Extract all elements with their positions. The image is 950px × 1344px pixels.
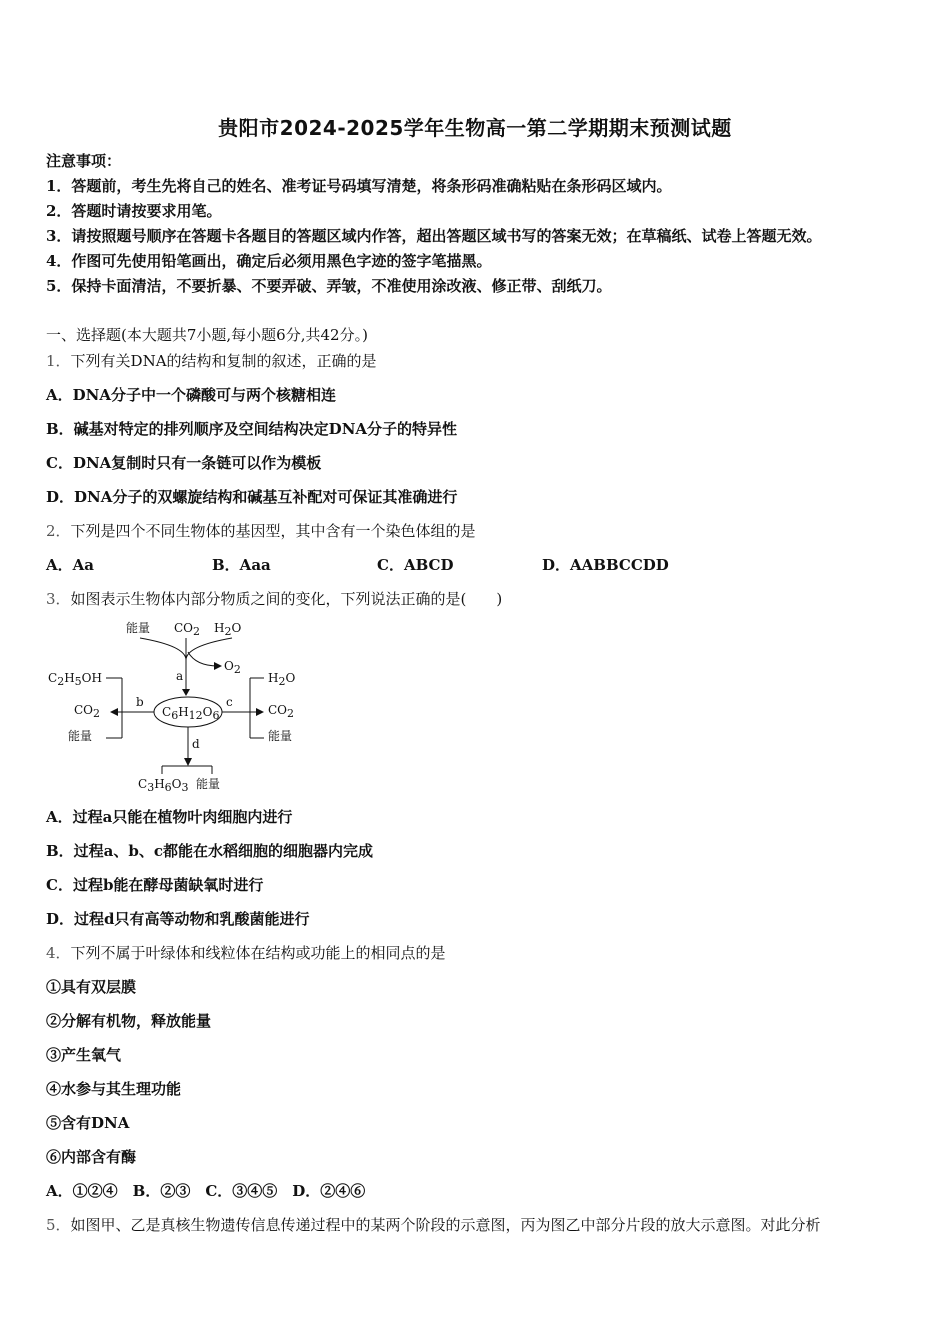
arrow-o2 xyxy=(188,652,218,666)
notice-item: 4．作图可先使用铅笔画出，确定后必须用黑色字迹的签字笔描黑。 xyxy=(46,252,492,270)
arrow-h2o xyxy=(186,638,232,660)
label-a: a xyxy=(176,669,184,683)
label-c3h6o3: C3H6O3 xyxy=(138,777,189,794)
notice-item: 1．答题前，考生先将自己的姓名、准考证号码填写清楚，将条形码准确粘贴在条形码区域内。 xyxy=(46,177,672,195)
label-top-energy: 能量 xyxy=(126,621,151,635)
arrow-c-head xyxy=(256,708,264,716)
option-d: D．过程d只有高等动物和乳酸菌能进行 xyxy=(46,910,310,928)
label-c2h5oh: C2H5OH xyxy=(48,671,102,688)
notice-heading: 注意事项： xyxy=(46,152,122,170)
label-o2: O2 xyxy=(224,659,241,676)
statement-item: ②分解有机物，释放能量 xyxy=(46,1012,212,1030)
metabolism-diagram xyxy=(46,616,306,796)
statement-item: ⑤含有DNA xyxy=(46,1114,130,1132)
question-number: 1． xyxy=(46,352,71,370)
label-b: b xyxy=(136,695,144,709)
question-4 xyxy=(46,943,446,963)
option-c: C．DNA复制时只有一条链可以作为模板 xyxy=(46,454,322,472)
label-c: c xyxy=(226,695,233,709)
label-d: d xyxy=(192,737,200,751)
question-stem: 如图表示生物体内部分物质之间的变化，下列说法正确的是( ) xyxy=(70,590,503,608)
question-stem: 下列有关DNA的结构和复制的叙述，正确的是 xyxy=(70,352,377,370)
question-number: 2． xyxy=(46,522,71,540)
arrow-a-head xyxy=(182,689,190,696)
notice-item: 2．答题时请按要求用笔。 xyxy=(46,202,222,220)
label-glucose: C6H12O6 xyxy=(162,705,220,722)
question-1 xyxy=(46,351,377,371)
option-b: B．Aaa xyxy=(212,556,271,574)
option-d: D．AABBCCDD xyxy=(542,556,669,574)
question-3 xyxy=(46,589,502,609)
question-number: 3． xyxy=(46,590,71,608)
arrow-d-head xyxy=(184,758,192,766)
page-title: 贵阳市2024-2025学年生物高一第二学期期末预测试题 xyxy=(218,116,732,140)
label-right-energy: 能量 xyxy=(268,729,293,743)
label-right-co2: CO2 xyxy=(268,703,295,720)
option-d: D．DNA分子的双螺旋结构和碱基互补配对可保证其准确进行 xyxy=(46,488,458,506)
notice-item: 3．请按照题号顺序在答题卡各题目的答题区域内作答，超出答题区域书写的答案无效；在草稿纸、试卷上答题无效。 xyxy=(46,227,822,245)
options-row: A．①②④ B．②③ C．③④⑤ D．②④⑥ xyxy=(46,1182,366,1200)
statement-item: ⑥内部含有酶 xyxy=(46,1148,137,1166)
label-top-h2o: H2O xyxy=(214,621,242,638)
section-heading: 一、选择题(本大题共7小题,每小题6分,共42分。) xyxy=(46,326,368,344)
statement-item: ③产生氧气 xyxy=(46,1046,122,1064)
option-a: A．Aa xyxy=(46,556,94,574)
question-stem: 下列不属于叶绿体和线粒体在结构或功能上的相同点的是 xyxy=(70,944,446,962)
question-stem: 如图甲、乙是真核生物遗传信息传递过程中的某两个阶段的示意图，丙为图乙中部分片段的放大示意图。对此分析 xyxy=(70,1216,821,1234)
arrow-energy xyxy=(140,638,186,660)
option-b: B．过程a、b、c都能在水稻细胞的细胞器内完成 xyxy=(46,842,374,860)
option-c: C．过程b能在酵母菌缺氧时进行 xyxy=(46,876,264,894)
question-number: 5． xyxy=(46,1216,71,1234)
statement-item: ①具有双层膜 xyxy=(46,978,137,996)
question-number: 4． xyxy=(46,944,71,962)
label-left-co2: CO2 xyxy=(74,703,101,720)
label-bottom-energy: 能量 xyxy=(196,777,221,791)
arrow-o2-head xyxy=(214,662,222,670)
question-stem: 下列是四个不同生物体的基因型，其中含有一个染色体组的是 xyxy=(70,522,476,540)
statement-item: ④水参与其生理功能 xyxy=(46,1080,182,1098)
question-5 xyxy=(46,1215,821,1235)
label-top-co2: CO2 xyxy=(174,621,201,638)
notice-item: 5．保持卡面清洁，不要折暴、不要弄破、弄皱，不准使用涂改液、修正带、刮纸刀。 xyxy=(46,277,612,295)
option-a: A．过程a只能在植物叶肉细胞内进行 xyxy=(46,808,293,826)
arrow-b-head xyxy=(110,708,118,716)
question-2 xyxy=(46,521,476,541)
label-right-h2o: H2O xyxy=(268,671,296,688)
option-c: C．ABCD xyxy=(377,556,454,574)
label-left-energy: 能量 xyxy=(68,729,93,743)
option-b: B．碱基对特定的排列顺序及空间结构决定DNA分子的特异性 xyxy=(46,420,458,438)
option-a: A．DNA分子中一个磷酸可与两个核糖相连 xyxy=(46,386,336,404)
